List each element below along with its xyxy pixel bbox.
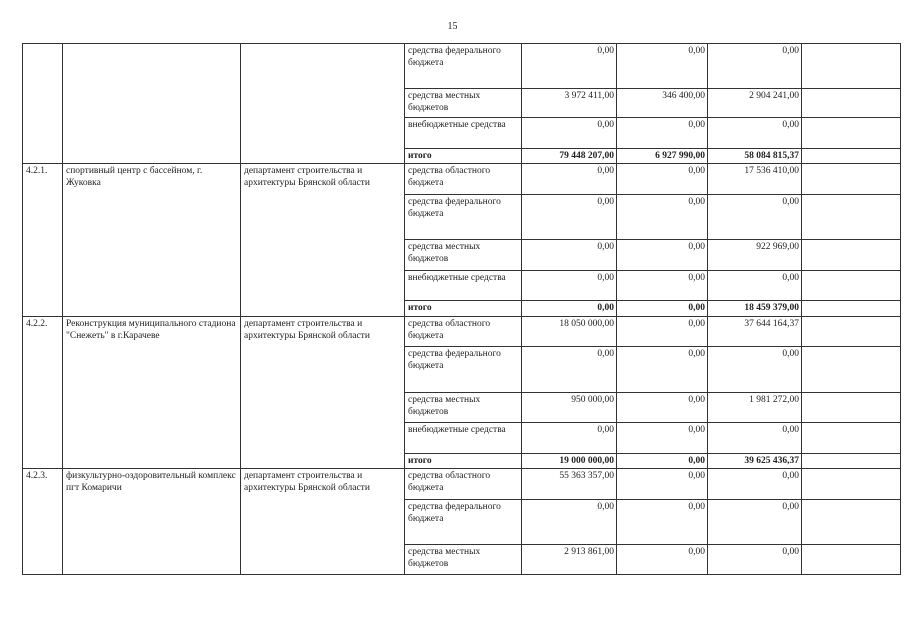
amount-cell-2: 0,00 [617,194,708,240]
table-row [23,316,901,347]
page-number: 15 [447,21,458,32]
amount-cell-3: 922 969,00 [708,240,802,271]
item-name-cell: спортивный центр с бассейном, г. Жуковка [63,164,241,317]
amount-cell-1: 0,00 [522,44,617,89]
amount-cell-1: 0,00 [522,164,617,195]
funding-source-cell: средства федерального бюджета [405,347,522,393]
amount-cell-1: 0,00 [522,270,617,301]
amount-cell-2: 0,00 [617,44,708,89]
funding-source-cell: средства федерального бюджета [405,194,522,240]
amount-cell-3: 39 625 436,37 [708,453,802,468]
amount-cell-2: 6 927 990,00 [617,148,708,163]
amount-cell-4 [802,270,901,301]
funding-source-cell: средства федерального бюджета [405,44,522,89]
amount-cell-2: 0,00 [617,453,708,468]
amount-cell-4 [802,392,901,423]
amount-cell-2: 0,00 [617,423,708,454]
amount-cell-2: 0,00 [617,316,708,347]
amount-cell-1: 2 913 861,00 [522,545,617,575]
amount-cell-4 [802,499,901,545]
amount-cell-1: 79 448 207,00 [522,148,617,163]
amount-cell-2: 0,00 [617,499,708,545]
amount-cell-2: 0,00 [617,270,708,301]
funding-source-cell: средства областного бюджета [405,316,522,347]
amount-cell-1: 0,00 [522,194,617,240]
amount-cell-1: 0,00 [522,240,617,271]
amount-cell-3: 1 981 272,00 [708,392,802,423]
item-name-cell: Реконструкция муниципального стадиона "Снежеть" в г.Карачеве [63,316,241,469]
amount-cell-2: 0,00 [617,545,708,575]
amount-cell-3: 37 644 164,37 [708,316,802,347]
funding-source-cell: средства местных бюджетов [405,240,522,271]
amount-cell-4 [802,469,901,500]
amount-cell-1: 0,00 [522,347,617,393]
amount-cell-4 [802,164,901,195]
amount-cell-1: 0,00 [522,499,617,545]
amount-cell-3: 0,00 [708,118,802,149]
funding-source-cell: итого [405,453,522,468]
executor-cell: департамент строительства и архитектуры Брянской области [241,469,405,575]
item-name-cell [63,44,241,164]
amount-cell-2: 0,00 [617,240,708,271]
executor-cell: департамент строительства и архитектуры Брянской области [241,164,405,317]
funding-source-cell: средства местных бюджетов [405,545,522,575]
amount-cell-4 [802,316,901,347]
amount-cell-2: 0,00 [617,301,708,316]
item-number-cell: 4.2.3. [23,469,63,575]
item-number-cell [23,44,63,164]
amount-cell-1: 55 363 357,00 [522,469,617,500]
funding-source-cell: внебюджетные средства [405,423,522,454]
amount-cell-3: 2 904 241,00 [708,88,802,118]
amount-cell-1: 3 972 411,00 [522,88,617,118]
item-name-cell: физкультурно-оздоровительный комплекс пгт Комаричи [63,469,241,575]
amount-cell-4 [802,118,901,149]
amount-cell-3: 17 536 410,00 [708,164,802,195]
amount-cell-3: 58 084 815,37 [708,148,802,163]
amount-cell-3: 0,00 [708,469,802,500]
amount-cell-4 [802,453,901,468]
amount-cell-3: 0,00 [708,347,802,393]
amount-cell-2: 0,00 [617,118,708,149]
amount-cell-3: 0,00 [708,545,802,575]
funding-source-cell: средства областного бюджета [405,164,522,195]
item-number-cell: 4.2.1. [23,164,63,317]
amount-cell-1: 19 000 000,00 [522,453,617,468]
amount-cell-4 [802,148,901,163]
executor-cell [241,44,405,164]
amount-cell-1: 0,00 [522,423,617,454]
amount-cell-2: 346 400,00 [617,88,708,118]
amount-cell-2: 0,00 [617,469,708,500]
amount-cell-4 [802,88,901,118]
table-row [23,469,901,500]
amount-cell-3: 18 459 379,00 [708,301,802,316]
amount-cell-4 [802,423,901,454]
funding-source-cell: итого [405,148,522,163]
amount-cell-3: 0,00 [708,270,802,301]
amount-cell-3: 0,00 [708,423,802,454]
table-row [23,44,901,89]
amount-cell-4 [802,240,901,271]
amount-cell-2: 0,00 [617,164,708,195]
table-row [23,164,901,195]
amount-cell-2: 0,00 [617,347,708,393]
funding-source-cell: итого [405,301,522,316]
amount-cell-1: 18 050 000,00 [522,316,617,347]
amount-cell-3: 0,00 [708,44,802,89]
item-number-cell: 4.2.2. [23,316,63,469]
funding-source-cell: внебюджетные средства [405,270,522,301]
amount-cell-2: 0,00 [617,392,708,423]
amount-cell-1: 950 000,00 [522,392,617,423]
amount-cell-4 [802,301,901,316]
amount-cell-4 [802,44,901,89]
funding-source-cell: средства федерального бюджета [405,499,522,545]
amount-cell-1: 0,00 [522,301,617,316]
funding-table [22,43,901,575]
funding-source-cell: средства местных бюджетов [405,88,522,118]
amount-cell-3: 0,00 [708,499,802,545]
amount-cell-1: 0,00 [522,118,617,149]
funding-source-cell: внебюджетные средства [405,118,522,149]
amount-cell-3: 0,00 [708,194,802,240]
amount-cell-4 [802,545,901,575]
amount-cell-4 [802,347,901,393]
amount-cell-4 [802,194,901,240]
funding-source-cell: средства областного бюджета [405,469,522,500]
funding-source-cell: средства местных бюджетов [405,392,522,423]
executor-cell: департамент строительства и архитектуры Брянской области [241,316,405,469]
